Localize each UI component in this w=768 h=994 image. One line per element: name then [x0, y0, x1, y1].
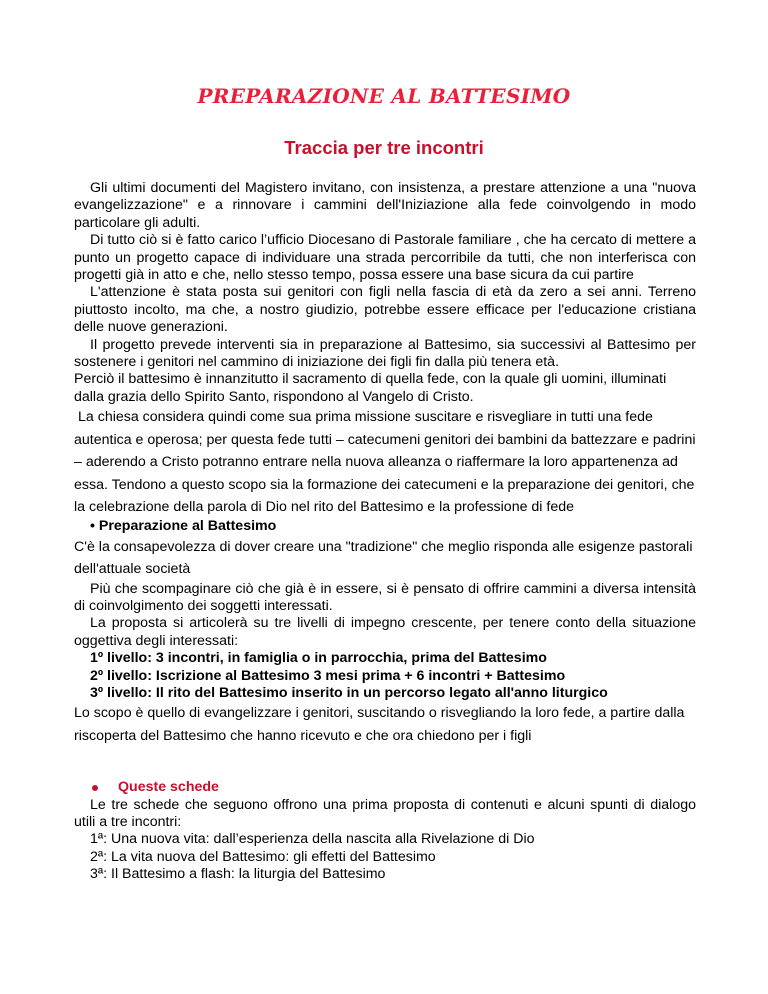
paragraph: Perciò il battesimo è innanzitutto il sacramento di quella fede, con la quale gli uomini, illuminati dalla grazia dello Spirito Santo, rispondono al Vangelo di Cristo. [74, 371, 667, 405]
document-body [74, 180, 696, 884]
paragraph: C'è la consapevolezza di dover creare una "tradizione" che meglio risponda alle esigenze pastorali dell'attuale società [74, 538, 693, 578]
paragraph: Di tutto ciò si è fatto carico l’ufficio Diocesano di Pastorale familiare , che ha cercato di mettere a punto un progetto capace di individuare una strada percorribile da tutti, che non interferisca con progetti già in atto e che, nello stesso tempo, possa essere una base sicura da cui partire [74, 232, 696, 284]
section-heading: • Preparazione al Battesimo [90, 518, 277, 535]
paragraph: Più che scompaginare ciò che già è in essere, si è pensato di offrire cammini a diversa intensità di coinvolgimento dei soggetti interessati. [74, 580, 696, 614]
page-title: PREPARAZIONE AL BATTESIMO [197, 84, 571, 108]
paragraph: L'attenzione è stata posta sui genitori con figli nella fascia di età da zero a sei anni. Terreno piuttosto incolto, ma che, a nostro giudizio, potrebbe essere efficace per l'educazione cristiana delle nuove generazioni. [74, 284, 696, 336]
paragraph: La chiesa considera quindi come sua prima missione suscitare e risvegliare in tutti una fede autentica e operosa; per questa fede tutti – catecumeni genitori dei bambini da battezzare e padrini – aderendo a Cristo potranno entrare nella nuova alleanza o riaffermare la loro appartenenza ad essa. Tendono a questo scopo sia la formazione dei catecumeni e la preparazione dei genitori, che la celebrazione della parola di Dio nel rito del Battesimo e la professione di fede [74, 409, 696, 515]
level-item: 1º livello: 3 incontri, in famiglia o in parrocchia, prima del Battesimo [90, 650, 547, 667]
list-item: 3ª: Il Battesimo a flash: la liturgia del Battesimo [90, 866, 386, 883]
level-item: 3º livello: Il rito del Battesimo inserito in un percorso legato all'anno liturgico [90, 684, 608, 701]
level-item: 2º livello: Iscrizione al Battesimo 3 mesi prima + 6 incontri + Battesimo [90, 667, 566, 684]
paragraph: La proposta si articolerà su tre livelli di impegno crescente, per tenere conto della situazione oggettiva degli interessati: [74, 615, 696, 649]
paragraph: Le tre schede che seguono offrono una prima proposta di contenuti e alcuni spunti di dialogo utili a tre incontri: [74, 796, 696, 830]
schede-label: Queste schede [118, 779, 219, 796]
page-subtitle: Traccia per tre incontri [284, 137, 484, 158]
paragraph: Lo scopo è quello di evangelizzare i genitori, suscitando o risvegliando la loro fede, a partire dalla riscoperta del Battesimo che hanno ricevuto e che ora chiedono per i figli [74, 705, 685, 744]
bullet-icon [92, 785, 98, 791]
schede-heading [74, 779, 696, 796]
list-item: 1ª: Una nuova vita: dall’esperienza della nascita alla Rivelazione di Dio [90, 831, 535, 848]
list-item: 2ª: La vita nuova del Battesimo: gli effetti del Battesimo [90, 848, 436, 865]
paragraph: Il progetto prevede interventi sia in preparazione al Battesimo, sia successivi al Battesimo per sostenere i genitori nel cammino di iniziazione dei figli fin dalla più tenera età. [74, 336, 696, 371]
paragraph: Gli ultimi documenti del Magistero invitano, con insistenza, a prestare attenzione a una "nuova evangelizzazione" e a rinnovare i cammini dell'Iniziazione alla fede coinvolgendo in modo particolare gli adulti. [74, 180, 696, 231]
